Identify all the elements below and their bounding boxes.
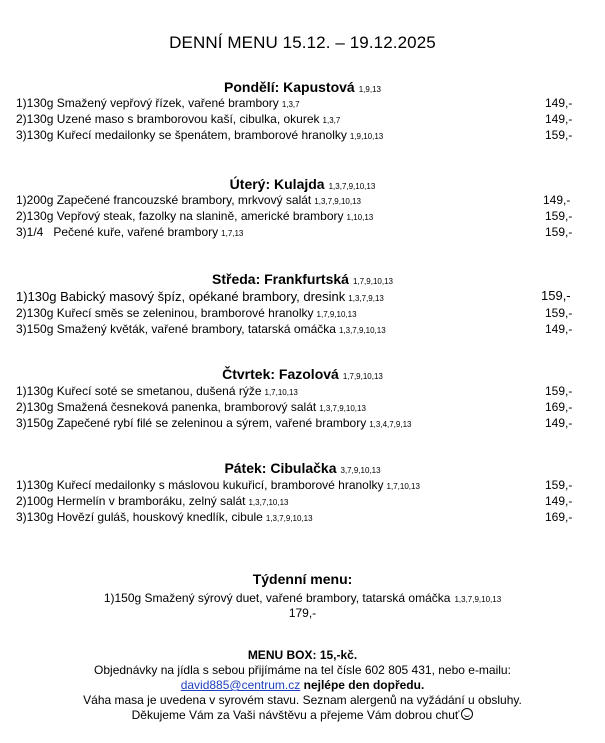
item-number: 3)150g	[16, 322, 54, 336]
item-number: 2)130g	[16, 112, 54, 126]
item-number: 2)130g	[16, 209, 54, 223]
thanks-note: Děkujeme Vám za Vaši návštěvu a přejeme Vám dobrou chuť	[131, 708, 460, 722]
item-price: 159,-	[541, 288, 571, 303]
item-text: Pečené kuře, vařené brambory	[53, 225, 219, 239]
page-title: DENNÍ MENU 15.12. – 19.12.2025	[169, 33, 436, 52]
item-price: 169,-	[545, 510, 573, 524]
item-number: 2)100g	[16, 494, 54, 508]
item-number: 2)130g	[16, 306, 54, 320]
orders-note: Objednávky na jídla s sebou přijímáme na tel čísle 602 805 431, nebo e-mailu:	[94, 663, 511, 677]
menu-item	[16, 306, 357, 320]
item-text: Hermelín v bramboráku, zelný salát	[56, 494, 246, 508]
day-name: Čtvrtek: Fazolová	[222, 366, 339, 382]
item-price: 169,-	[545, 400, 573, 414]
item-text: Zapečené francouzské brambory, mrkvový salát	[56, 193, 312, 207]
weekly-menu-heading: Týdenní menu:	[252, 571, 353, 587]
item-price: 159,-	[545, 384, 573, 398]
item-allergens: 1,3,7,9,10,13	[265, 514, 313, 523]
menu-item	[16, 209, 373, 223]
item-price: 159,-	[545, 225, 573, 239]
item-text: Kuřecí soté se smetanou, dušená rýže	[56, 384, 262, 398]
item-number: 3)130g	[16, 510, 54, 524]
weekly-menu-item	[0, 591, 605, 605]
day-name: Středa: Frankfurtská	[212, 271, 349, 287]
item-number: 1)130g	[16, 96, 54, 110]
day-heading-monday	[0, 79, 605, 95]
menu-item	[16, 289, 384, 304]
menu-item	[16, 510, 313, 524]
thanks-line	[0, 708, 605, 722]
best-note: nejlépe den dopředu.	[303, 678, 425, 692]
item-allergens: 1,9,10,13	[349, 132, 384, 141]
menu-item	[16, 112, 340, 126]
item-price: 149,-	[545, 322, 573, 336]
item-text: Smažený sýrový duet, vařené brambory, tatarská omáčka	[144, 591, 451, 605]
item-allergens: 1,3,7,9,10,13	[319, 404, 366, 413]
item-number: 3)1/4	[16, 225, 44, 239]
item-text: Kuřecí medailonky se špenátem, bramborové hranolky	[56, 128, 347, 142]
item-text: Zapečené rybí filé se zeleninou a sýrem, vařené brambory	[56, 416, 367, 430]
item-number: 2)130g	[16, 400, 54, 414]
weekly-menu-price: 179,-	[288, 606, 317, 620]
menu-item	[16, 384, 298, 398]
item-number: 1)130g	[16, 478, 54, 492]
day-allergens: 1,7,9,10,13	[352, 277, 393, 286]
item-price: 159,-	[545, 306, 573, 320]
item-text: Smažený vepřový řízek, vařené brambory	[56, 96, 279, 110]
item-price: 149,-	[543, 193, 571, 207]
item-number: 1)200g	[16, 193, 54, 207]
day-allergens: 1,3,7,9,10,13	[328, 182, 376, 191]
item-number: 3)150g	[16, 416, 54, 430]
item-price: 149,-	[545, 416, 573, 430]
email-line	[0, 678, 605, 692]
item-text: Kuřecí směs se zeleninou, bramborové hranolky	[56, 306, 314, 320]
item-text: Vepřový steak, fazolky na slanině, americké brambory	[56, 209, 344, 223]
item-allergens: 1,3,7,9,10,13	[314, 197, 361, 206]
day-heading-thursday	[0, 366, 605, 382]
item-text: Smažená česneková panenka, bramborový salát	[56, 400, 317, 414]
menu-item	[16, 494, 289, 508]
day-name: Pátek: Cibulačka	[224, 460, 337, 476]
menu-item	[16, 96, 300, 110]
item-price: 159,-	[545, 209, 573, 223]
menu-item	[16, 193, 361, 207]
item-price: 149,-	[545, 112, 573, 126]
menu-item	[16, 225, 243, 239]
day-name: Úterý: Kulajda	[229, 176, 325, 192]
email-link[interactable]: david885@centrum.cz	[180, 678, 301, 692]
item-price: 149,-	[545, 494, 573, 508]
item-text: Smažený květák, vařené brambory, tatarská omáčka	[56, 322, 336, 336]
menu-item	[16, 322, 386, 336]
menu-item	[16, 400, 366, 414]
day-allergens: 1,9,13	[358, 85, 381, 94]
item-allergens: 1,7,9,10,13	[316, 310, 357, 319]
menu-box-note: MENU BOX: 15,-kč.	[247, 648, 358, 662]
day-allergens: 1,7,9,10,13	[342, 372, 383, 381]
item-text: Hovězí guláš, houskový knedlík, cibule	[56, 510, 263, 524]
item-number: 3)130g	[16, 128, 54, 142]
day-allergens: 3,7,9,10,13	[340, 466, 381, 475]
menu-item	[16, 478, 420, 492]
item-number: 1)130g	[16, 384, 54, 398]
item-number: 1)130g	[16, 289, 57, 304]
item-allergens: 1,3,7,9,10,13	[338, 326, 386, 335]
item-allergens: 1,7,10,13	[264, 388, 298, 397]
item-text: Uzené maso s bramborovou kaší, cibulka, okurek	[56, 112, 320, 126]
item-allergens: 1,10,13	[346, 213, 374, 222]
item-text: Babický masový špíz, opékané brambory, dresink	[60, 289, 346, 304]
item-price: 149,-	[545, 96, 573, 110]
day-heading-wednesday	[0, 271, 605, 287]
day-heading-friday	[0, 460, 605, 476]
menu-item	[16, 416, 411, 430]
weight-note: Váha masa je uvedena v syrovém stavu. Seznam alergenů na vyžádání u obsluhy.	[83, 693, 522, 707]
item-allergens: 1,3,7	[281, 100, 300, 109]
item-price: 159,-	[545, 128, 573, 142]
item-allergens: 1,7,13	[221, 229, 244, 238]
item-number: 1)150g	[103, 591, 142, 605]
item-text: Kuřecí medailonky s máslovou kukuřicí, bramborové hranolky	[56, 478, 384, 492]
day-heading-tuesday	[0, 176, 605, 192]
item-allergens: 1,7,10,13	[386, 482, 420, 491]
item-allergens: 1,3,7,10,13	[248, 498, 289, 507]
item-allergens: 1,3,7	[322, 116, 341, 125]
day-name: Pondělí: Kapustová	[224, 79, 355, 95]
smiley-icon	[461, 708, 473, 720]
item-price: 159,-	[545, 478, 573, 492]
item-allergens: 1,3,7,9,10,13	[454, 595, 502, 604]
item-allergens: 1,3,4,7,9,13	[369, 420, 412, 429]
item-allergens: 1,3,7,9,13	[348, 294, 384, 303]
menu-item	[16, 128, 383, 142]
